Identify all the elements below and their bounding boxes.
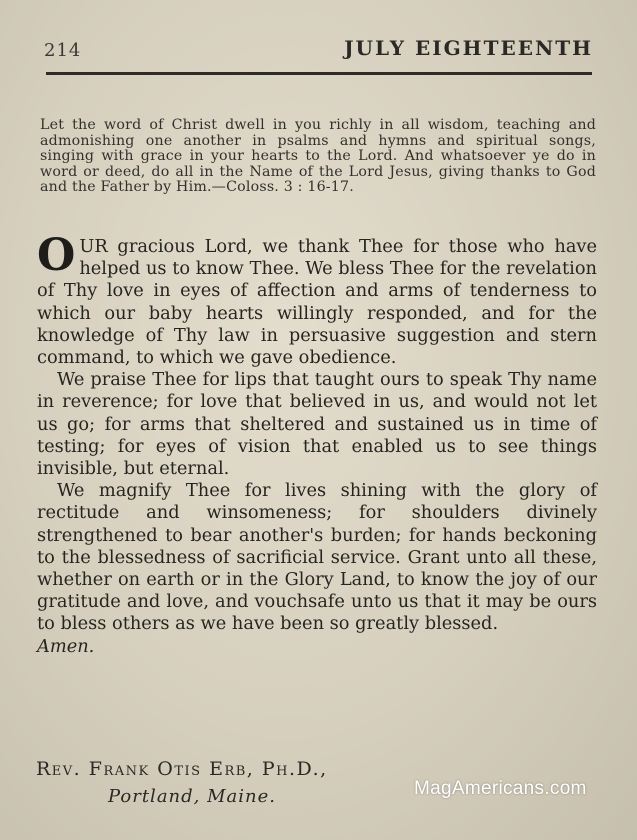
prayer-paragraph-3 bbox=[37, 480, 597, 635]
page-title: JULY EIGHTEENTH bbox=[344, 36, 593, 60]
header-rule bbox=[46, 72, 592, 75]
prayer-body bbox=[37, 230, 597, 658]
page-number: 214 bbox=[44, 40, 82, 61]
paragraph-3-text: We magnify Thee for lives shining with the glory of rectitude and winsomeness; for shoulders divinely strengthened to bear another's burden; for hands beckoning to the blessedness of sacrificial service. Grant unto all these, whether on earth or in the Glory Land, to know the joy of our gratitude and love, and vouchsafe unto us that it may be ours to bless others as we have been so greatly blessed. bbox=[37, 480, 597, 635]
author-name: Rev. Frank Otis Erb, Ph.D., bbox=[36, 758, 328, 780]
amen: Amen. bbox=[37, 635, 95, 657]
watermark: MagAmericans.com bbox=[414, 778, 587, 799]
drop-cap: O bbox=[37, 230, 76, 281]
prayer-paragraph-1 bbox=[37, 230, 597, 369]
paragraph-1-text: UR gracious Lord, we thank Thee for those who have helped us to know Thee. We bless Thee for the revelation of Thy love in eyes of affection and arms of tenderness to which our baby hearts willingly responded, and for the knowledge of Thy law in persuasive suggestion and stern command, to which we gave obedience. bbox=[37, 236, 597, 369]
author-location: Portland, Maine. bbox=[108, 786, 276, 807]
scripture-epigraph: Let the word of Christ dwell in you richly in all wisdom, teaching and admonishing one another in psalms and hymns and spiritual songs, singing with grace in your hearts to the Lord. And whatsoever ye do in word or deed, do all in the Name of the Lord Jesus, giving thanks to God and the Father by Him.—Coloss. 3 : 16-17. bbox=[40, 117, 596, 195]
prayer-paragraph-2: We praise Thee for lips that taught ours to speak Thy name in reverence; for love that believed in us, and would not let us go; for arms that sheltered and sustained us in time of testing; for eyes of vision that enabled us to see things invisible, but eternal. bbox=[37, 369, 597, 480]
